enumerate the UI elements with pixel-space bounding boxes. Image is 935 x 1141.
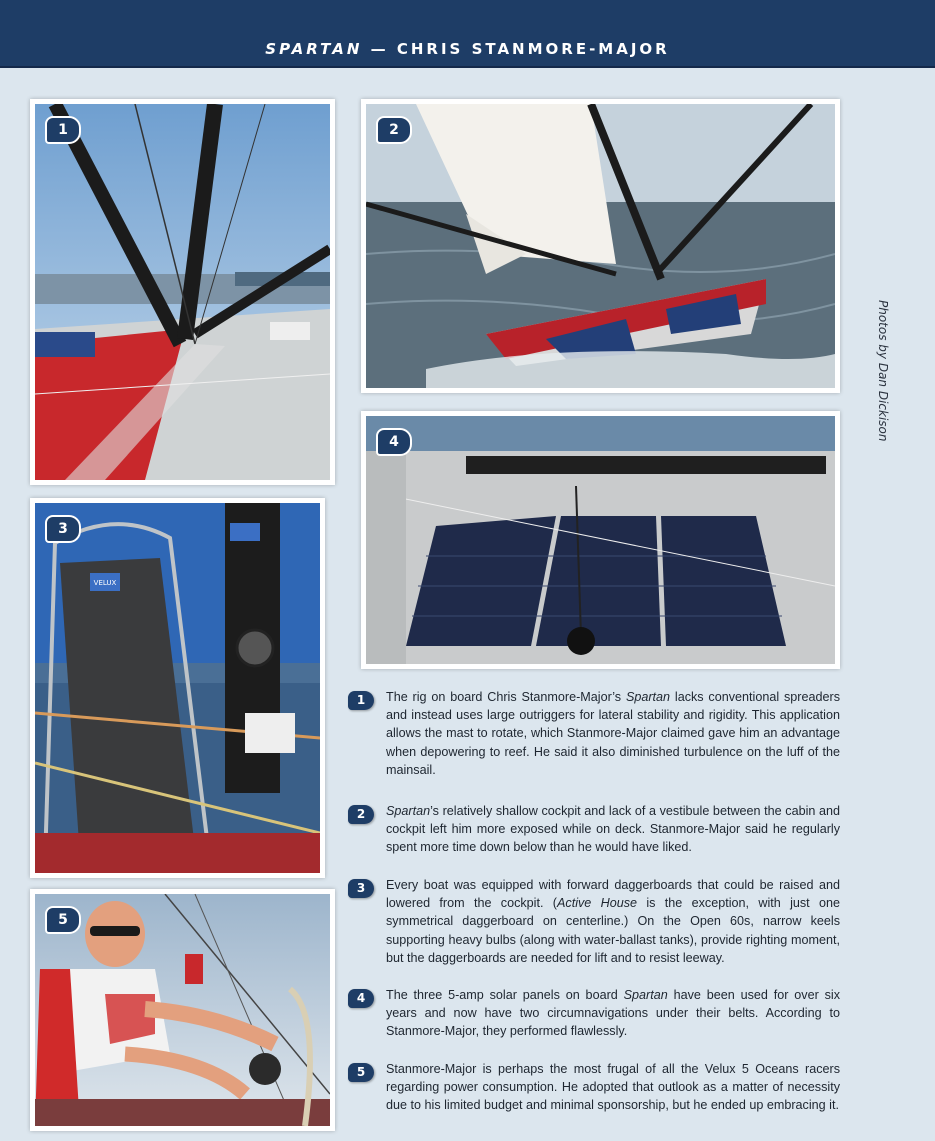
- photo-1-frame: [30, 99, 335, 485]
- page-title: [0, 40, 935, 58]
- photo-4-solar-panels: [366, 416, 835, 664]
- page-header: [0, 0, 935, 68]
- caption-4: [348, 986, 843, 1044]
- photo-2-frame: [361, 99, 840, 393]
- photo-3-number-badge: 3: [45, 515, 81, 543]
- velux-decal-text: VELUX: [93, 579, 117, 587]
- photo-4-frame: [361, 411, 840, 669]
- caption-4-text: The three 5-amp solar panels on board Spartan have been used for over six years and now have two circumnavigations under their belts. According to Stanmore-Major, they performed flawlessly.: [386, 988, 840, 1039]
- caption-3: [348, 876, 843, 972]
- photo-4-number-badge: 4: [376, 428, 412, 456]
- photo-5-number-badge: 5: [45, 906, 81, 934]
- photo-3-daggerboard: [35, 503, 320, 873]
- caption-5-text: Stanmore-Major is perhaps the most frugal of all the Velux 5 Oceans racers regarding power consumption. He adopted that outlook as a matter of necessity due to his limited budget and minimal sponsorship, but he ended up embracing it.: [386, 1062, 840, 1113]
- photo-1-rig: [35, 104, 330, 480]
- photo-credit-text: Photos by Dan Dickison: [876, 300, 890, 442]
- caption-1: [348, 688, 843, 784]
- photo-2-boat-sailing: [366, 104, 835, 388]
- caption-3-text: Every boat was equipped with forward daggerboards that could be raised and lowered from the cockpit. (Active House is the exception, with just one symmetrical daggerboard on centerline.) On the Open 60s, narrow keels supporting heavy bulbs (along with water-ballast tanks), provide righting moment, but the daggerboards are needed for lift and to resist leeway.: [386, 878, 841, 965]
- caption-2-text: Spartan’s relatively shallow cockpit and lack of a vestibule between the cabin and cockpit left him more exposed while on deck. Stanmore-Major said he regularly spent more time down below than he would have liked.: [386, 804, 840, 855]
- photo-1-number-badge: 1: [45, 116, 81, 144]
- caption-2-number-badge: 2: [348, 805, 374, 824]
- title-boat-name: SPARTAN: [265, 40, 363, 58]
- caption-5: [348, 1060, 843, 1136]
- caption-3-number-badge: 3: [348, 879, 374, 898]
- photo-2-number-badge: 2: [376, 116, 412, 144]
- caption-5-number-badge: 5: [348, 1063, 374, 1082]
- photo-5-frame: [30, 889, 335, 1131]
- caption-2: [348, 802, 843, 860]
- caption-4-number-badge: 4: [348, 989, 374, 1008]
- title-skipper-name: — CHRIS STANMORE-MAJOR: [362, 40, 670, 58]
- caption-1-number-badge: 1: [348, 691, 374, 710]
- photo-3-frame: [30, 498, 325, 878]
- photo-credit: [872, 300, 892, 450]
- caption-1-text: The rig on board Chris Stanmore-Major’s Spartan lacks conventional spreaders and instead uses large outriggers for lateral stability and rigidity. This application allows the mast to rotate, which Stanmore-Major claimed gave him an advantage when depowering to reef. He said it also diminished turbulence on the luff of the mainsail.: [386, 690, 840, 777]
- photo-5-skipper: [35, 894, 330, 1126]
